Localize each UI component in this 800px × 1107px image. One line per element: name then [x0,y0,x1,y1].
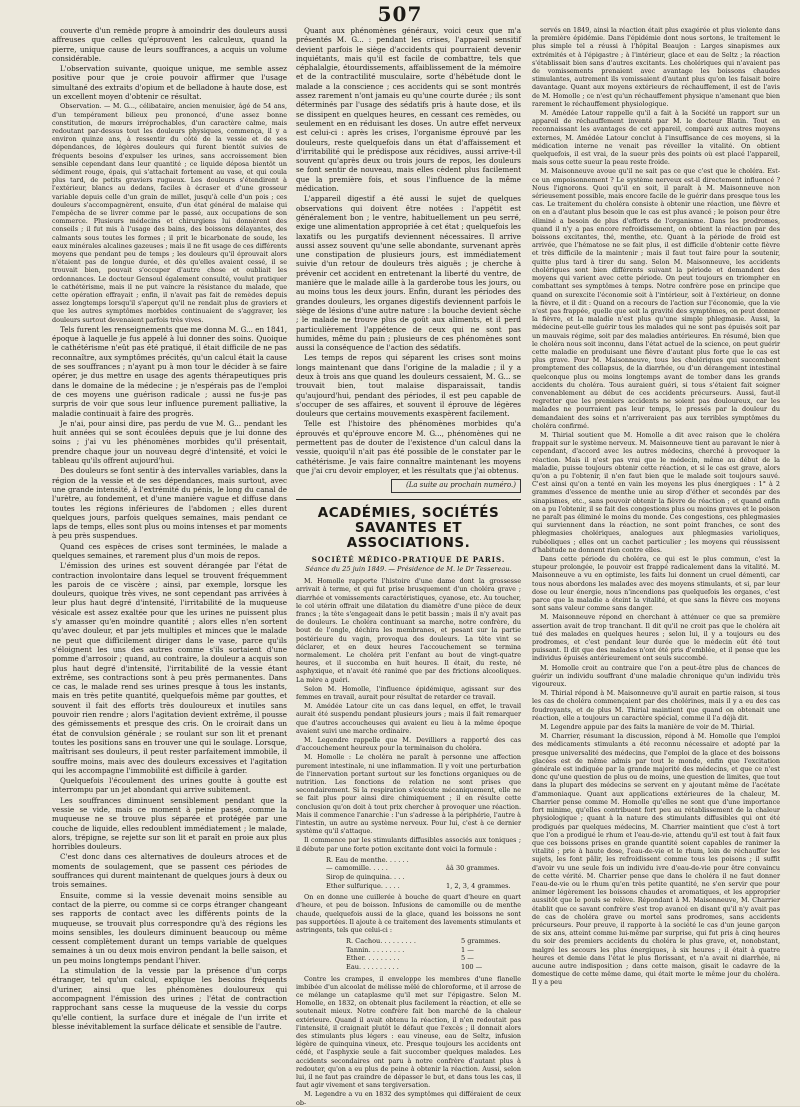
paragraph: Quand ces espèces de crises sont terminées, le malade a quelques semaines, et rarement plus d'un mois de repos. [52,541,287,560]
paragraph: Je n'ai, pour ainsi dire, pas perdu de vue M. G... pendant les huit années qui se sont écoulées depuis que je lui donne des soins ; j'ai vu les phénomènes morbides qu'il présentait, prendre chaque jour un nouveau degré d'intensité, et voici le tableau qu'ils offrent aujourd'hui. [52,418,287,466]
enema-formula [346,937,521,971]
paragraph: Selon M. Homolle, l'influence épidémique, agissant sur des femmes en travail, aurait pour résultat de retarder ce travail. [296,684,521,701]
paragraph: servés en 1849, ainsi la réaction était plus exagérée et plus violente dans la première épidémie. Dans l'épidémie dont nous sortons, le traitement le plus simple tel a réussi à l'hôpital Beaujon : Larges sinapismes aux extrémités et à l'épigastre ; à l'intérieur, glace et eau de Seltz ; la réaction s'établissait bien sans d'autres excitants. Les cholériques qui n'avaient pas de vomissements prenaient avec avantage les boissons chaudes stimulantes, autrement ils vomissaient d'autant plus qu'on les faisait boire davantage. Quant aux moyens extérieurs de réchauffement, il est de l'avis de M. Homolle ; ce n'est qu'un réchauffement physique n'amenant que bien rarement le réchauffement physiologique. [532,26,780,108]
dose: ââ 30 grammes. [446,864,500,873]
paragraph: M. Homolle : Le choléra ne paraît à personne une affection purement intestinale, ni une inflammation. Il y voit une perturbation de l'innervation portant surtout sur les fonctions organiques ou de nutrition. Les fonctions de relation ne sont prises que secondairement. Si la respiration s'exécute mécaniquement, elle ne se fait plus pour ainsi dire chimiquement ; il en résulte cette conclusion qu'on doit à tout prix chercher à provoquer une réaction. Mais il commence l'anarchie : l'un s'adresse à la périphérie, l'autre à l'intestin, un autre au système nerveux. Pour lui, c'est à ce dernier système qu'il s'attaque. [296,753,521,836]
column-left [52,26,287,1098]
dose: 5 — [461,954,474,963]
paragraph: Quelquefois l'écoulement des urines goutte à goutte est interrompu par un jet abondant qui arrive subitement. [52,776,287,795]
paragraph: M. Homolle rapporte l'histoire d'une dame dont la grossesse arrivait à terme, et qui fut prise brusquement d'un choléra grave ; diarrhée et vomissements caractéristiques, cyanose, etc. Au toucher, le col utérin offrait une dilatation du diamètre d'une pièce de deux francs ; la tête s'engageait dans le petit bassin ; mais il n'y avait pas de douleurs. Le choléra continuant sa marche, notre confrère, du bout de l'ongle, déchira les membranes, et pesant sur la partie postérieure du vagin, provoqua des douleurs. La tête vint se déclarer, et en deux heures l'accouchement se termina normalement. Le choléra prit l'enfant au bout de vingt-quatre heures, et il succomba en huit heures. Il était, du reste, né asphyxique, et n'avait été ranimé que par des frictions alcooliques. La mère a guéri. [296,577,521,684]
paragraph: M. Thirial répond à M. Maisonneuve qu'il aurait en partie raison, si tous les cas de choléra commençaient par des cholérines, mais il y a eu des cas foudroyants, et de plus M. Thirial maintient que quand on obtenait une réaction, elle a toujours un caractère spécial, comme il l'a déjà dit. [532,689,780,722]
paragraph: M. Legendre a vu en 1832 des symptômes qui différaient de ceux ob- [296,1090,521,1107]
paragraph: M. Maisonneuve répond en cherchant à atténuer ce que sa première assertion avait de trop tranchant. Il dit qu'il ne croit pas que le choléra ait tué des malades en quelques heures ; selon lui, il y a toujours eu des prodromes, et c'est pendant leur durée que le médecin eût été tout puissant. Il dit que des malades n'ont été pris d'emblée, et il pense que les individus épuisés antérieurement ont seuls succombé. [532,613,780,663]
paragraph: Contre les crampes, il enveloppe les membres d'une flanelle imbibée d'un alcoolat de mélisse mêlé de chloroforme, et il arrose de ce mélange un cataplasme qu'il met sur l'épigastre. Selon M. Homolle, en 1832, on obtenait plus facilement la réaction, et elle se soutenait mieux. Notre confrère fait bon marché de la chaleur extérieure. Quand il avait obtenu la réaction, il n'en redoutait pas l'intensité, il craignait plutôt le défaut que l'excès ; il donnait alors des stimulants plus légers : eau vineuse, eau de Seltz, infusion légère de quinquina vineux, etc. Presque toujours les accidents ont cédé, et l'asphyxie seule a fait succomber quelques malades. Les accidents secondaires ont paru à notre confrère d'autant plus à redouter, qu'on a eu plus de peine à obtenir la réaction. Aussi, selon lui, il ne faut pas craindre de dépasser le but, et dans tous les cas, il faut agir vivement et sans tergiversation. [296,974,521,1090]
formula-row [346,963,521,972]
paragraph: Ensuite, comme si la vessie devenait moins sensible au contact de la pierre, ou comme si ce corps étranger changeant ses rapports de contact avec les différents points de la muqueuse, se trouvait plus correspondre qu'à des régions les moins sensibles, les douleurs diminuent beaucoup ou même cessent complètement durant un temps variable de quelques semaines à un ou deux mois environ pendant la belle saison, et un peu moins longtemps pendant l'hiver. [52,890,287,965]
paragraph: Dans cette période du choléra, ce qui est le plus commun, c'est la stupeur prolongée, le pouvoir est frappé radicalement dans la vitalité. M. Maisonneuve a vu en optimiste, les faits lui donnent un cruel démenti, car tous nous abordons les malades avec des moyens stimulants, et si, par leur dose ou leur énergie, nous n'incendions pas quelquefois les organes, c'est parce que la maladie a éteint la vitalité, et que sans la fièvre ces moyens sont sans valeur comme sans danger. [532,555,780,613]
formula-row [326,882,521,891]
formula-row [346,954,521,963]
formula-row [346,946,521,955]
paragraph: couverte d'un remède propre à amoindrir des douleurs aussi affreuses que celles qu'éprouvent les calculeux, quand la pierre, unique cause de leurs souffrances, a acquis un volume considérable. [52,26,287,63]
ingredient: Ether sulfurique. . . . . [326,881,400,890]
paragraph: M. Thirial soutient que M. Homolle a dit avec raison que le choléra frappait sur le système nerveux. M. Maisonneuve tient au paravant le nier à cependant, d'accord avec les autres médecins, cherché à provoquer la réaction. Mais il n'est pas vrai que le médecin, même au début de la maladie, puisse toujours obtenir cette réaction, et si le cas est grave, alors qu'on a pu l'obtenir, il n'en faut bien que le malade soit toujours sauvé. C'est ainsi qu'on a tenté en vain les moyens les plus énergiques : 1° à 2 grammes d'essence de menthe unie au sirop d'éther et secondés par des sinapismes, etc., sans pouvoir obtenir la fièvre de réaction ; et quand enfin on a pu l'obtenir, il se fait des congestions plus ou moins graves et le poison ne paraît pas éliminé le moins du monde. Ces congestions, ces phlegmasies qui surviennent dans la réaction, ne sont point franches, ce sont des phlegmasies cholériques, analogues aux phlegmasies varioliques, rubéoliques ; elles ont un cachet particulier ; les moyens qui réussissent d'habitude ne donnent rien contre elles. [532,430,780,554]
formula-row [326,864,521,873]
ingredient: R. Cachou. . . . . . . . . [346,937,416,946]
paragraph: Tels furent les renseignements que me donna M. G... en 1841, époque à laquelle je fus appelé à lui donner des soins. Quoique le cathétérisme n'eût pas été pratiqué, il était difficile de ne pas reconnaître, aux symptômes précités, qu'un calcul était la cause de ses souffrances ; n'ayant pu à mon tour le décider à se faire opérer, je dus mettre en usage des agents thérapeutiques pris dans le domaine de la médecine ; je n'espérais pas de l'emploi de ces moyens une guérison radicale ; aussi ne fus-je pas surpris de voir que sous leur influence purement palliative, la maladie continuait à faire des progrès. [52,324,287,418]
ingredient: R. Eau de menthe. . . . . . [326,855,409,864]
prescription-formula [326,856,521,890]
paragraph: On en donne une cuillerée à bouche de quart d'heure en quart d'heure, et peu de boisson. Infusions de camomille ou de menthe chaude, quelquefois aussi de la glace, quand les boissons ne sont pas supportées. Il ajoute à ce traitement des lavements stimulants et astringents, tels que celui-ci : [296,893,521,935]
ingredient: Tannin. . . . . . . . . [346,945,405,954]
ingredient: — camomille. . . . . [326,864,388,873]
paragraph: M. Legendre rappelle que M. Devilliers a rapporté des cas d'accouchement heureux pour la terminaison du choléra. [296,736,521,753]
dose: 5 grammes. [461,937,501,946]
paragraph: L'émission des urines est souvent dérangée par l'état de contraction involontaire dans lequel se trouvent fréquemment les parois de ce viscère ; ainsi, par exemple, lorsque les douleurs, quoique très vives, ne sont cependant pas arrivées à leur plus haut degré d'intensité, l'irritabilité de la muqueuse vésicale est assez exaltée pour que les urines ne puissent plus s'y amasser qu'en moindre quantité ; alors elles n'en sortent qu'avec douleur, et par jets multiples et minces que le malade ne peut que difficilement diriger dans le vase, parce qu'ils s'éloignent les uns des autres comme s'ils sortaient d'une pomme d'arrosoir ; quand, au contraire, la douleur a acquis son plus haut degré d'intensité, l'irritabilité de la vessie étant extrême, ses contractions sont à peu près permanentes. Dans ce cas, le malade rend ses urines presque à tous les instants, mais en très petite quantité, quelquefois même par gouttes, et souvent il fait des efforts très douloureux et inutiles sans pouvoir rien rendre ; alors l'agitation devient extrême, il pousse des gémissements et presque des cris. On le croirait dans un état de convulsion générale ; se roulant sur son lit et prenant toutes les positions sans en trouver une qui le soulage. Lorsque, maîtrisant ses douleurs, il peut rester parfaitement immobile, il souffre moins, mais avec des douleurs excessives et l'agitation qui les accompagne l'immobilité est difficile à garder. [52,561,287,775]
paragraph: L'observation suivante, quoique unique, me semble assez positive pour que je croie pouvoir affirmer que l'usage simultané des extraits d'opium et de belladone à haute dose, est un excellent moyen d'obtenir ce résultat. [52,64,287,102]
paragraph: Des douleurs se font sentir à des intervalles variables, dans la région de la vessie et de ses dépendances, mais surtout, avec une grande intensité, à l'extrémité du pénis, le long du canal de l'urètre, au fondement, et d'une manière vague et diffuse dans toutes les régions inférieures de l'abdomen ; elles durent quelques jours, parfois quelques semaines, mais pendant ce laps de temps, elles sont plus ou moins intenses et par moments à peu près suspendues. [52,466,287,541]
section-title: ACADÉMIES, SOCIÉTÉS SAVANTES ET ASSOCIATIONS. [317,504,500,551]
formula-row [326,856,521,865]
dose: 100 — [461,963,483,972]
formula-row [326,873,521,882]
section-divider [296,499,521,500]
paragraph: M. Maisonneuve avoue qu'il ne sait pas ce que c'est que le choléra. Est-ce un empoisonnement ? Le système nerveux est-il directement influencé ? Nous l'ignorons. Quoi qu'il en soit, il paraît à M. Maisonneuve non sérieusement possible, mais encore facile de le guérir dans presque tous les cas. Le traitement du choléra consiste à obtenir une réaction, une fièvre et on en a d'autant plus besoin que le cas est plus avancé ; le poison pour être éliminé a besoin de plus d'efforts de l'organisme. Dans les prodromes, quand il n'y a pas encore refroidissement, on obtient la réaction par des boissons excitantes, thé, menthe, etc. Quant à la période de froid est arrivée, que l'hématose ne se fait plus, il est difficile d'obtenir cette fièvre et très difficile de la maintenir ; mais il faut tout faire pour la soutenir, quitte plus tard à tirer du sang. Selon M. Maisonneuve, les accidents cholériques sont bien différents suivant la période et demandent des moyens qui varient avec cette période. On peut toujours en triompher en combattant ses symptômes à temps. Notre confrère pose en principe que quand on surexcite l'économie soit à l'intérieur, soit à l'extérieur, on donne la fièvre, et il dit : Quand on a recours de l'action sur l'économie, que la vie n'est pas frappée, quelle que soit la gravité des symptômes, on peut donner la fièvre, et la maladie n'est plus qu'une simple phlegmasie. Aussi, la médecine peut-elle guérir tous les malades qui ne sont pas épuisés soit par un mauvais régime, soit par des maladies antérieures. En résumé, bien que le choléra nous soit inconnu, dans l'état actuel de la science, on peut guérir cette maladie en produisant une fièvre d'autant plus forte que le cas est plus grave. Pour M. Maisonneuve, tous les cholériques qui succombent promptement des collapsus, de la diarrhée, ou d'un dérangement intestinal quelconque plus ou moins longtemps avant de tomber dans les grands accidents du choléra. Tous auraient guéri, si tous s'étaient fait soigner convenablement au début de ces accidents précurseurs. Aussi, faut-il regretter que les premiers accidents ne soient pas douloureux, car les malades ne pourraient pas leur temps, le pressés par la douleur du demandaient des soins et n'arriveraient pas aux terribles symptômes du choléra confirmé. [532,167,780,430]
formula-row [346,937,521,946]
paragraph: Quant aux phénomènes généraux, voici ceux que m'a présentés M. G... : pendant les crises, l'appareil sensitif devient parfois le siège d'accidents qui pourraient devenir inquiétants, mais qu'il est facile de combattre, tels que céphalalgie, étourdissements, affaiblissement de la mémoire et de la contractilité musculaire, sorte d'hébétude dont le malade a la conscience ; ces accidents qui se sont montrés assez rarement n'ont jamais eu qu'une courte durée ; ils sont déterminés par l'usage des sédatifs pris à haute dose, et ils se dissipent en quelques heures, en cessant ces remèdes, ou seulement en en réduisant les doses. Un autre effet nerveux est celui-ci : après les crises, l'organisme éprouvé par les douleurs, reste quelquefois dans un état d'affaissement et d'irritabilité qui le prédispose aux récidives, aussi arrive-t-il souvent qu'après deux ou trois jours de repos, les douleurs se font sentir de nouveau, mais elles cèdent plus facilement que la première fois, et sous l'influence de la même médication. [296,26,521,194]
society-title: SOCIÉTÉ MÉDICO-PRATIQUE DE PARIS. [311,554,506,564]
paragraph: M. Charrier, résumant la discussion, répond à M. Homolle que l'emploi des médicaments stimulants a été reconnu nécessaire et adopté par la presque universalité des médecins, que l'emploi de la glace et des boissons glacées est de même admis par tout le monde, enfin que l'excitation générale est indiquée par la grande majorité des médecins, et que ce n'est donc qu'une question de plus ou de moins, une question de limites, que tout dans la plupart des médecins se servent en y ajoutant même de l'acétate d'ammoniaque. Quant aux applications extérieures de la chaleur, M. Charrier pense comme M. Homolle qu'elles ne sont que d'une importance fort minime, qu'elles contribuent fort peu au rétablissement de la chaleur physiologique ; quant à la nature des stimulants diffusibles qui ont été prodigués par quelques médecins, M. Charrier maintient que c'est à tort que l'on a prodigué le rhum et l'eau-de-vie, attendu qu'il est tout à fait faux que ces boissons prises en grande quantité soient capables de ranimer la vitalité ; prie à haute dose, l'eau-de-vie et le rhum, loin de réchauffer les sujets, les font pâlir, les refroidissent comme tous les poisons ; il suffit d'avoir vu une seule fois un individu ivre d'eau-de-vie pour être convaincu de cette vérité. M. Charrier pense que dans le choléra il ne faut donner l'eau-de-vie ou le rhum qu'en très petite quantité, ne s'en servir que pour animer légèrement les boissons chaudes et aromatiques, et les approprier aussitôt que le pouls se relève. Répondant à M. Maisonneuve, M. Charrier établit que ce savant confrère s'est trop avancé en disant qu'il n'y avait pas de cas de choléra grave ou mortel sans prodromes, sans accidents précurseurs. Pour preuve, il rapporte à la société le cas d'un jeune garçon de six ans, atteint comme lui-même par surprise, qui fut pris à cinq heures du soir des premiers accidents du choléra le plus grave, et, nonobstant, malgré les secours les plus énergiques, à six heures ; il était à quatre heures et demie dans l'état le plus florissant, et n'a avait ni diarrhée, ni aucune autre indisposition ; dans cette maison, gisait le cadavre de la domestique de cette même dame, qui était morte le même jour du choléra. Il y a peu [532,732,780,987]
paragraph: M. Amédée Latour cite un cas dans lequel, en effet, le travail aurait été suspendu pendant plusieurs jours ; mais il fait remarquer que d'autres accoucheuses qui avaient eu lieu à la même époque avaient suivi une marche ordinaire. [296,702,521,735]
paragraph: M. Legendre appuie par des faits la manière de voir de M. Thirial. [540,723,755,732]
column-right [532,26,780,1098]
ingredient: Sirop de quinquina. . . . [326,873,405,882]
column-middle [296,26,521,1107]
ingredient: Ether. . . . . . . . . [346,954,400,963]
paragraph: Les souffrances diminuent sensiblement pendant que la vessie se vide, mais ce moment à peine passé, comme la muqueuse ne se trouve plus séparée et protégée par une couche de liquide, elles redoublent immédiatement ; le malade, alors, trépigne, se rejette sur son lit et paraît en proie aux plus horribles douleurs. [52,795,287,852]
paragraph: Les temps de repos qui séparent les crises sont moins longs maintenant que dans l'origine de la maladie ; il y a deux à trois ans que quand les douleurs cessaient, M. G... se trouvait bien, tout malaise disparaissait, tandis qu'aujourd'hui, pendant des périodes, il est peu capable de s'occuper de ses affaires, et souvent il éprouve de légères douleurs que certains mouvements exaspèrent facilement. [296,353,521,419]
paragraph: M. Homolle croit au contraire que l'on a peut-être plus de chances de guérir un individu souffrant d'une maladie chronique qu'un individu très vigoureux. [532,663,780,689]
dose: 1, 2, 3, 4 grammes. [446,881,511,890]
to-be-continued-note: (La suite au prochain numéro.) [391,479,521,492]
page-number: 507 [377,2,423,26]
paragraph: La stimulation de la vessie par la présence d'un corps étranger, tel qu'un calcul, explique les besoins fréquents d'uriner, ainsi que les phénomènes douloureux qui accompagnent l'émission des urines ; l'état de contraction rapprochant sans cesse la muqueuse de la vessie du corps qu'elle contient, la surface dure et inégale de l'un irrite et blesse inévitablement la surface délicate et sensible de l'autre. [52,966,287,1031]
paragraph: L'appareil digestif a été aussi le sujet de quelques observations qui doivent être notées : l'appétit est généralement bon ; le ventre, habituellement un peu serré, exige une alimentation appropriée à cet état ; quelquefois les laxatifs ou les purgatifs deviennent nécessaires. Il arrive aussi assez souvent qu'une selle abondante, survenant après une constipation de plusieurs jours, est immédiatement suivie d'un retour de douleurs très aiguës ; je cherche à prévenir cet accident en entretenant la liberté du ventre, de manière que le malade aille à la garderobe tous les jours, ou au moins tous les deux jours. Enfin, durant les périodes des grandes douleurs, les organes digestifs deviennent parfois le siège de lésions d'une autre nature : la bouche devient sèche ; le malade ne trouve plus de goût aux aliments, et il perd particulièrement l'appétence de ceux qui ne sont pas humides, même du pain ; plusieurs de ces phénomènes sont aussi la conséquence de l'action des sédatifs. [296,194,521,353]
paragraph: C'est donc dans ces alternatives de douleurs atroces et de moments de soulagement, que se passent ces périodes de souffrances qui durent maintenant de quelques jours à deux ou trois semaines. [52,852,287,890]
paragraph: Telle est l'histoire des phénomènes morbides qu'a éprouvés et qu'éprouve encore M. G..., phénomènes qui ne permettent pas de douter de l'existence d'un calcul dans la vessie, quoiqu'il n'ait pas été possible de le constater par le cathétérisme. Je vais faire connaître maintenant les moyens que j'ai cru devoir employer, et les résultats que j'ai obtenus. [296,419,521,475]
session-line: Séance du 25 juin 1849. — Présidence de M. le Dr Tessereau. [305,564,512,573]
paragraph: M. Amédée Latour rappelle qu'il a fait à la Société un rapport sur un appareil de réchauffement inventé par M. le docteur Blatin. Tout en reconnaissant les avantages de cet appareil, comparé aux autres moyens externes, M. Amédée Latour conclut à l'insuffisance de ces moyens, si la médication interne ne venait pas réveiller la vitalité. On obtient quelquefois, il est vrai, de la sueur près des points où est placé l'appareil, mais sous cette sueur la peau reste froide. [532,109,780,167]
observation-paragraph: Observation. — M. G..., célibataire, ancien menuisier, âgé de 54 ans, d'un tempérament bilieux peu prononcé, d'une assez bonne constitution, de mœurs irréprochables, d'un caractère calme, mais redoutant par-dessus tout les douleurs physiques, commença, il y a environ quinze ans, à ressentir du côté de la vessie et de ses dépendances, de légères douleurs qui furent bientôt suivies de fréquents besoins d'expulser les urines, sans accroissement bien sensible cependant dans leur quantité ; ce liquide déposa bientôt un sédiment rouge, épais, qui s'attachait fortement au vase, et qui coula plus tard, de petits graviers rugueux. Les douleurs s'étendirent à l'extérieur, blancs au dedans, faciles à écraser et d'une grosseur variable depuis celle d'un grain de millet, jusqu'à celle d'un pois ; ces douleurs s'accompagnèrent, ensuite, d'un état général de malaise qui l'empêcha de se livrer comme par le passé, aux occupations de son commerce. Plusieurs médecins et chirurgiens lui donnèrent des conseils ; il fut mis à l'usage des bains, des boissons délayantes, des calmants sous toutes les formes ; il prit le bicarbonate de soude, les eaux minérales alcalines gazeuses ; mais il ne fit usage de ces différents moyens que pendant peu de temps ; les douleurs qu'il éprouvait alors n'étaient pas de longue durée, et dès qu'elles avaient cessé, il se trouvait bien, pouvait s'occuper d'autre chose et oubliait les ordonnances. Le docteur Gensoul également consulté, voulut pratiquer le cathétérisme, mais il ne put vaincre la résistance du malade, que cette opération effrayait ; enfin, il n'avait pas fait de remèdes depuis assez longtemps lorsqu'il s'aperçut qu'il ne rendait plus de graviers et que les autres symptômes morbides continuaient de s'aggraver, les douleurs surtout devenaient parfois très vives. [52,102,287,324]
dose: 1 — [461,945,474,954]
paragraph: Il commence par les stimulants diffusibles associés aux toniques ; il débute par une forte potion excitante dont voici la formule : [296,836,521,853]
ingredient: Eau. . . . . . . . . . [346,963,399,972]
